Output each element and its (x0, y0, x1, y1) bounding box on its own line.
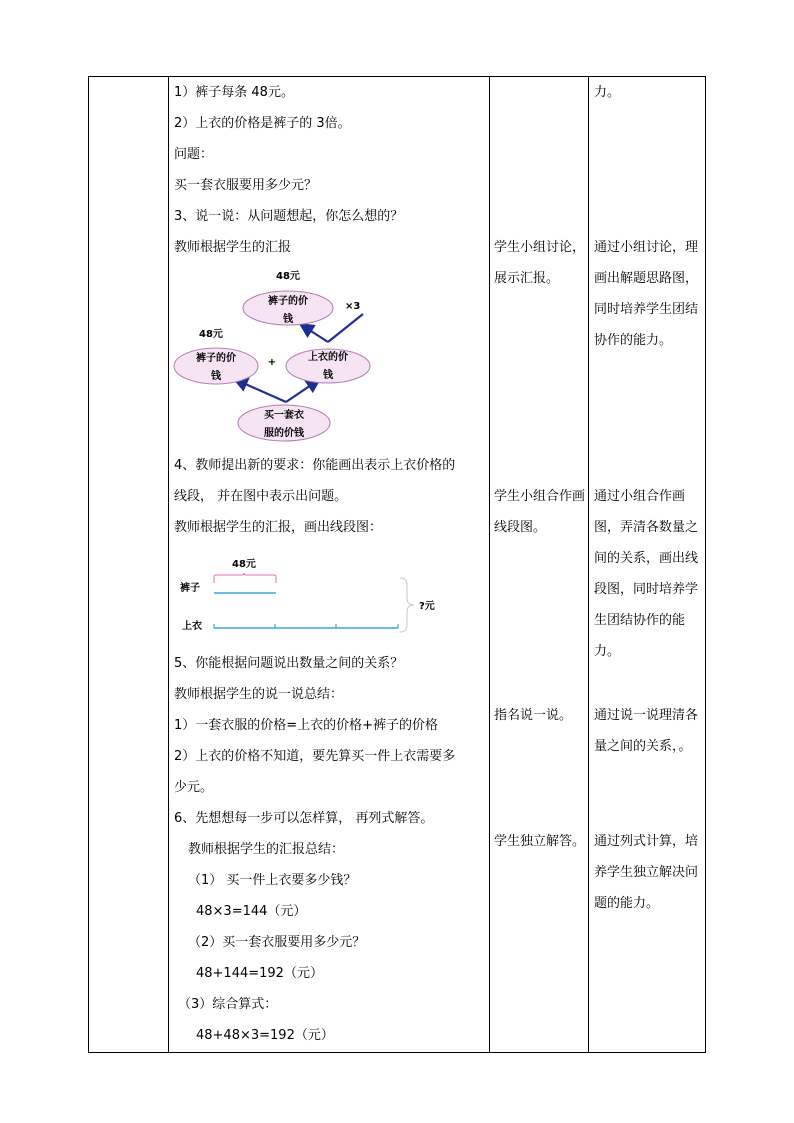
text-line: 3、说一说：从问题想起，你怎么想的？ (174, 209, 404, 224)
design-intent: 力。 (594, 85, 621, 100)
text-line: 4、教师提出新的要求：你能画出表示上衣价格的 (174, 458, 456, 473)
text-line: （3）综合算式： (178, 997, 278, 1012)
text-line: 教师根据学生的汇报，画出线段图： (174, 520, 383, 535)
text-line: 48+48×3=192（元） (196, 1028, 334, 1043)
node-label: 裤子的价 (196, 353, 236, 364)
node-label: 钱 (283, 314, 293, 325)
text-line: 2）上衣的价格是裤子的 3倍。 (174, 116, 351, 131)
text-line: 线段， 并在图中表示出问题。 (174, 489, 348, 504)
column-divider (489, 77, 490, 1052)
text-line: （1） 买一件上衣要多少钱？ (188, 873, 357, 888)
node-label: 买一套衣 (264, 410, 304, 421)
segment-value-label: 48元 (232, 559, 256, 570)
text-line: 少元。 (174, 780, 214, 795)
text-line: 2）上衣的价格不知道，要先算买一件上衣需要多 (174, 749, 456, 764)
question-label: ?元 (419, 601, 435, 612)
thinking-diagram (168, 262, 388, 447)
arrow-line (234, 379, 286, 402)
design-intent: 通过小组讨论，理画出解题思路图，同时培养学生团结协作的能力。 (594, 240, 699, 348)
arrow-line (328, 314, 363, 342)
node-label: 上衣的价 (308, 352, 348, 363)
text-line: 1）一套衣服的价格=上衣的价格+裤子的价格 (174, 718, 439, 733)
design-intent: 通过说一说理清各量之间的关系，。 (594, 708, 699, 754)
text-line: 5、你能根据问题说出数量之间的关系？ (174, 656, 404, 671)
plus-label: + (267, 357, 277, 368)
pants-label: 裤子 (180, 583, 200, 594)
text-line: 教师根据学生的汇报总结： (188, 842, 345, 857)
text-line: 48×3=144（元） (196, 904, 307, 919)
text-line: 1）裤子每条 48元。 (174, 85, 294, 100)
segment-diagram (174, 550, 444, 640)
text-line: （2）买一套衣服要用多少元？ (188, 935, 366, 950)
student-activity: 指名说一说。 (494, 708, 573, 723)
text-line: 教师根据学生的说一说总结： (174, 687, 344, 702)
design-intent: 通过列式计算，培养学生独立解决问题的能力。 (594, 834, 699, 911)
node-label: 钱 (211, 371, 221, 382)
value-label: 48元 (199, 329, 223, 340)
column-divider (168, 77, 169, 1052)
total-brace (400, 578, 414, 632)
text-line: 问题： (174, 147, 214, 162)
coat-label: 上衣 (182, 621, 202, 632)
node-label: 钱 (323, 370, 333, 381)
node-label: 服的价钱 (264, 428, 304, 439)
value-label: 48元 (276, 271, 300, 282)
text-line: 买一套衣服要用多少元？ (174, 178, 318, 193)
student-activity: 学生小组讨论，展示汇报。 (494, 240, 586, 286)
node-label: 裤子的价 (268, 296, 308, 307)
text-line: 6、先想想每一步可以怎样算， 再列式解答。 (174, 811, 434, 826)
design-intent: 通过小组合作画图，弄清各数量之间的关系，画出线段图，同时培养学生团结协作的能力。 (594, 489, 699, 659)
student-activity: 学生独立解答。 (494, 834, 586, 849)
text-line: 48+144=192（元） (196, 966, 323, 981)
pants-brace (214, 573, 276, 583)
student-activity: 学生小组合作画线段图。 (494, 489, 586, 535)
times-label: ×3 (345, 301, 361, 312)
arrow-line (300, 324, 328, 342)
column-divider (588, 77, 589, 1052)
text-line: 教师根据学生的汇报 (174, 240, 292, 255)
